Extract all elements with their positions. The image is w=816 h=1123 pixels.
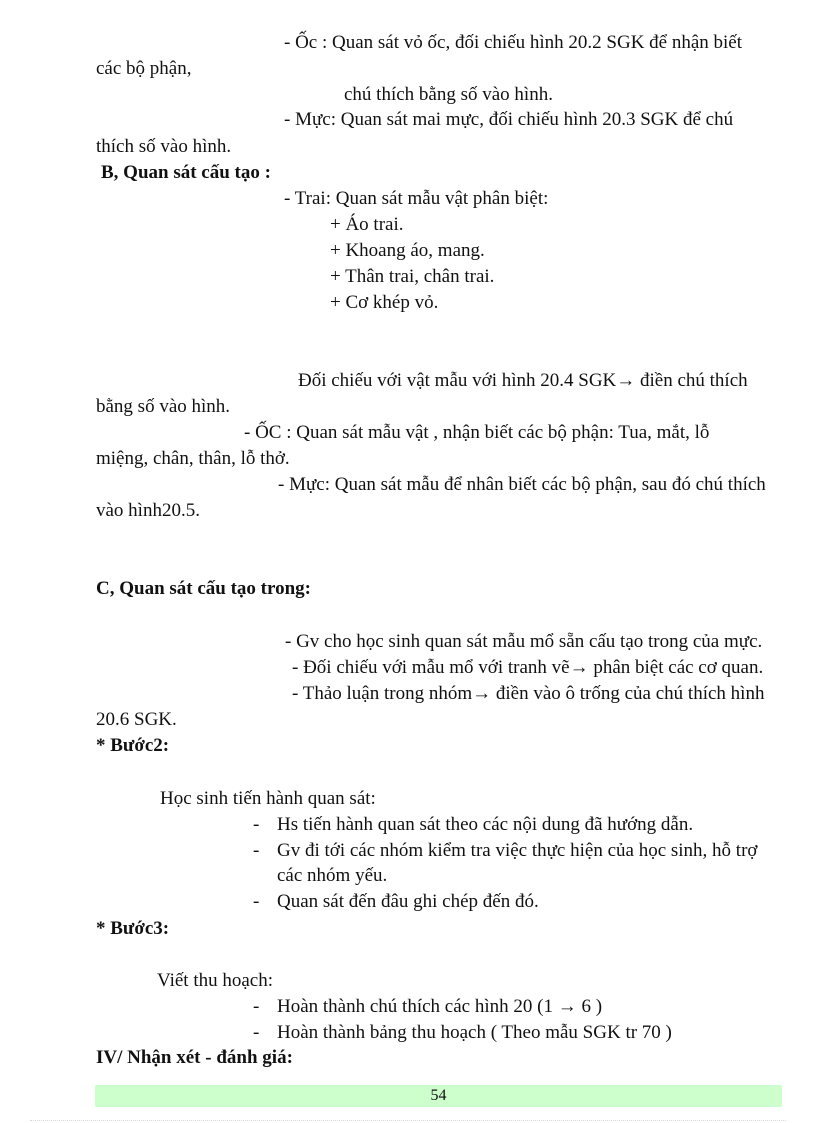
list-item: Hoàn thành bảng thu hoạch ( Theo mẫu SGK tr 70 )	[277, 1022, 672, 1043]
buoc3-heading: * Bước3:	[96, 918, 170, 939]
list-item: Hs tiến hành quan sát theo các nội dung đã hướng dẫn.	[277, 814, 694, 835]
trai-item: + Cơ khép vỏ.	[330, 292, 439, 313]
trai-line: - Trai: Quan sát mẫu vật phân biệt:	[284, 188, 549, 209]
muc2-line-cont: vào hình20.5.	[96, 500, 200, 521]
oc2-line-cont: miệng, chân, thân, lỗ thở.	[96, 448, 290, 469]
buoc2-heading: * Bước2:	[96, 735, 170, 756]
list-bullet: -	[253, 840, 260, 861]
oc-observe-line-cont: các bộ phận,	[96, 58, 192, 79]
trai-item: + Khoang áo, mang.	[330, 240, 485, 261]
list-bullet: -	[253, 814, 260, 835]
list-bullet: -	[253, 891, 260, 912]
page-footer	[95, 1085, 782, 1107]
muc2-line: - Mực: Quan sát mẫu để nhân biết các bộ phận, sau đó chú thích	[278, 474, 766, 495]
oc-observe-line: - Ốc : Quan sát vỏ ốc, đối chiếu hình 20.2 SGK để nhận biết	[284, 32, 743, 53]
doichieu-line: Đối chiếu với vật mẫu với hình 20.4 SGK→ điền chú thích	[298, 370, 748, 391]
doichieu2-line: - Đối chiếu với mẫu mổ với tranh vẽ→ phân biệt các cơ quan.	[292, 657, 764, 678]
thaoluan-line: - Thảo luận trong nhóm→ điền vào ô trống của chú thích hình	[292, 683, 765, 704]
gv-line: - Gv cho học sinh quan sát mẫu mổ sẵn cấu tạo trong của mực.	[285, 631, 763, 652]
section-c-heading: C, Quan sát cấu tạo trong:	[96, 578, 311, 599]
list-item: Quan sát đến đâu ghi chép đến đó.	[277, 891, 539, 912]
page-number: 54	[430, 1087, 447, 1104]
list-item: Gv đi tới các nhóm kiểm tra việc thực hiện của học sinh, hỗ trợ	[277, 840, 758, 861]
muc-observe-line-cont: thích số vào hình.	[96, 136, 232, 157]
thaoluan-line-cont: 20.6 SGK.	[96, 709, 177, 730]
oc2-line: - ỐC : Quan sát mẫu vật , nhận biết các bộ phận: Tua, mắt, lỗ	[244, 422, 710, 443]
section-iv-heading: IV/ Nhận xét - đánh giá:	[96, 1047, 293, 1068]
oc-observe-line-cont2: chú thích bằng số vào hình.	[344, 84, 553, 105]
muc-observe-line: - Mực: Quan sát mai mực, đối chiếu hình 20.3 SGK để chú	[284, 109, 734, 130]
list-item-cont: các nhóm yếu.	[277, 865, 388, 886]
footer-divider	[30, 1120, 786, 1121]
viet-intro: Viết thu hoạch:	[157, 970, 273, 991]
trai-item: + Áo trai.	[330, 214, 404, 235]
hs-intro: Học sinh tiến hành quan sát:	[160, 788, 376, 809]
section-b-heading: B, Quan sát cấu tạo :	[101, 162, 271, 183]
doichieu-line-cont: bằng số vào hình.	[96, 396, 231, 417]
list-item: Hoàn thành chú thích các hình 20 (1 → 6 )	[277, 996, 603, 1017]
trai-item: + Thân trai, chân trai.	[330, 266, 495, 287]
list-bullet: -	[253, 1022, 260, 1043]
list-bullet: -	[253, 996, 260, 1017]
